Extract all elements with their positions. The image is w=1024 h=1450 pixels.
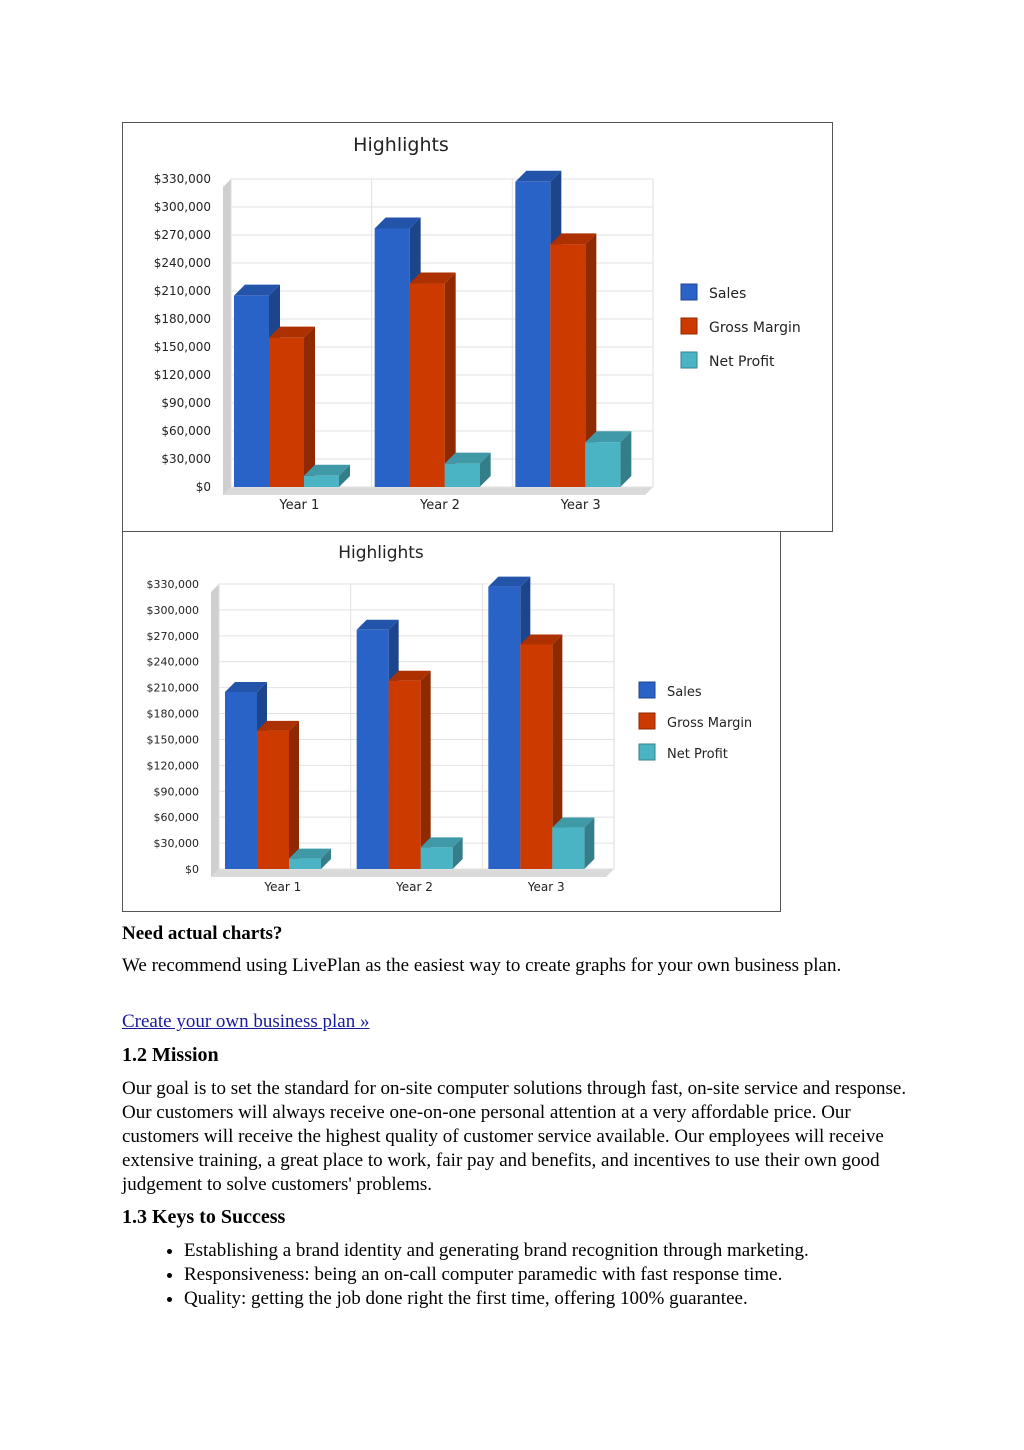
list-item: • Responsiveness: being an on-call computer paramedic with fast response time. — [184, 1263, 912, 1287]
bar — [421, 847, 453, 869]
mission-paragraph: Our goal is to set the standard for on-site computer solutions through fast, on-site service and response. Our customers will always receive one-on-one personal attention at a very affordable price. Our customers will receive the highest quality of customer service available. Our employees will receive extensive training, a great place to work, fair pay and benefits, and incentives to use their own good judgement to solve customers' problems. — [122, 1078, 907, 1195]
x-tick-label: Year 3 — [560, 498, 601, 513]
legend-swatch — [681, 318, 697, 334]
chart-wall — [223, 179, 231, 495]
y-tick-label: $60,000 — [161, 424, 211, 438]
chart-wall — [211, 584, 219, 877]
bar — [515, 182, 550, 487]
x-tick-label: Year 2 — [396, 880, 433, 894]
bar-side — [289, 721, 299, 869]
y-tick-label: $0 — [185, 863, 199, 876]
x-tick-label: Year 1 — [264, 880, 302, 894]
legend-swatch — [639, 713, 655, 729]
y-tick-label: $270,000 — [146, 629, 199, 643]
bar — [445, 464, 480, 487]
highlights-chart-2 — [122, 531, 781, 912]
list-item: • Quality: getting the job done right the first time, offering 100% guarantee. — [184, 1287, 912, 1311]
chart-svg — [123, 123, 832, 531]
bar — [269, 338, 304, 487]
need-charts-heading: Need actual charts? — [122, 923, 283, 944]
legend-label: Net Profit — [667, 747, 728, 762]
chart-title: Highlights — [353, 134, 449, 156]
keys-list — [122, 1239, 912, 1311]
bar — [488, 587, 520, 869]
y-tick-label: $120,000 — [146, 759, 199, 773]
y-tick-label: $120,000 — [153, 368, 211, 382]
list-item: • Establishing a brand identity and generating brand recognition through marketing. — [184, 1239, 912, 1263]
bar — [304, 476, 339, 487]
y-tick-label: $330,000 — [153, 172, 211, 186]
legend-label: Gross Margin — [667, 716, 753, 731]
y-tick-label: $300,000 — [146, 603, 199, 617]
legend-swatch — [681, 284, 697, 300]
y-tick-label: $240,000 — [153, 256, 211, 270]
y-tick-label: $180,000 — [153, 312, 211, 326]
bar — [375, 228, 410, 487]
bar — [234, 296, 269, 487]
chart-floor — [211, 869, 614, 877]
recommend-paragraph: We recommend using LivePlan as the easiest way to create graphs for your own business plan. — [122, 955, 842, 976]
y-tick-label: $210,000 — [146, 681, 199, 695]
bar — [289, 859, 321, 869]
legend-label: Net Profit — [709, 354, 775, 370]
legend-label: Sales — [709, 286, 747, 302]
bar-side — [304, 327, 315, 487]
y-tick-label: $60,000 — [153, 811, 199, 825]
bar — [585, 442, 620, 487]
y-tick-label: $150,000 — [146, 733, 199, 747]
bar — [410, 284, 445, 487]
y-tick-label: $240,000 — [146, 655, 199, 669]
highlights-chart-1 — [122, 122, 833, 532]
legend-swatch — [639, 682, 655, 698]
y-tick-label: $30,000 — [161, 452, 211, 466]
bar — [520, 644, 552, 869]
y-tick-label: $210,000 — [153, 284, 211, 298]
y-tick-label: $180,000 — [146, 707, 199, 721]
bar — [550, 244, 585, 487]
chart-floor — [223, 487, 653, 495]
y-tick-label: $330,000 — [146, 578, 199, 591]
bar — [257, 731, 289, 869]
legend-swatch — [681, 352, 697, 368]
x-tick-label: Year 2 — [420, 498, 460, 513]
legend-label: Sales — [667, 685, 702, 700]
chart-title: Highlights — [338, 543, 424, 563]
y-tick-label: $90,000 — [161, 396, 211, 410]
bar — [552, 828, 584, 869]
x-tick-label: Year 3 — [527, 880, 565, 894]
mission-heading: 1.2 Mission — [122, 1044, 219, 1066]
y-tick-label: $300,000 — [153, 200, 211, 214]
y-tick-label: $30,000 — [153, 837, 199, 851]
chart-svg — [123, 532, 780, 911]
legend-label: Gross Margin — [709, 320, 801, 336]
y-tick-label: $150,000 — [153, 340, 211, 354]
y-tick-label: $270,000 — [153, 228, 211, 242]
y-tick-label: $90,000 — [153, 785, 199, 799]
keys-heading: 1.3 Keys to Success — [122, 1206, 286, 1228]
bar — [225, 692, 257, 869]
y-tick-label: $0 — [195, 480, 211, 494]
x-tick-label: Year 1 — [279, 498, 320, 513]
legend-swatch — [639, 744, 655, 760]
bar — [389, 681, 421, 869]
create-plan-link[interactable]: Create your own business plan » — [122, 1011, 370, 1032]
bar — [357, 630, 389, 869]
